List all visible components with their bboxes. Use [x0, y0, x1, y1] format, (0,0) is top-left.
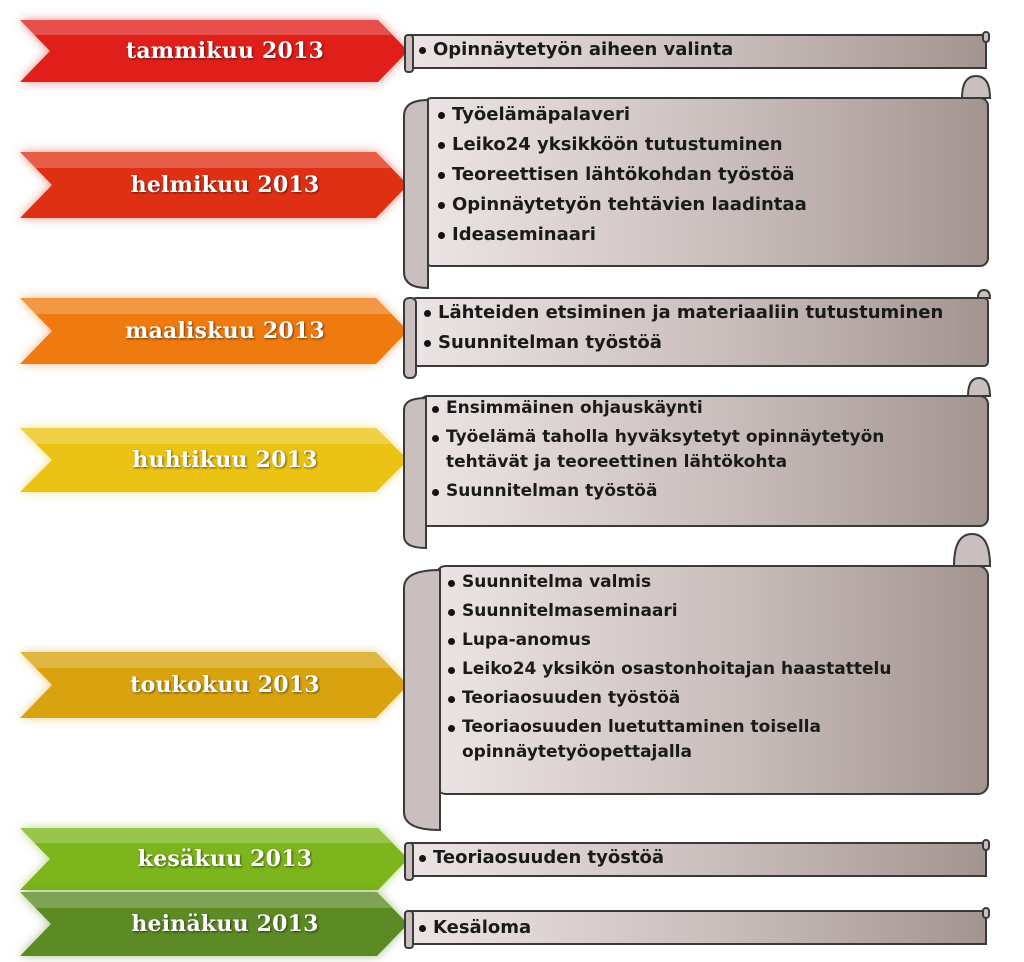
month-label: maaliskuu 2013	[125, 318, 325, 344]
task-item: Lupa-anomus	[446, 628, 952, 653]
task-list	[422, 300, 982, 356]
task-scroll-toukokuu	[402, 530, 992, 832]
month-arrow-maaliskuu	[20, 298, 408, 364]
task-item: Suunnitelman työstöä	[422, 330, 982, 356]
month-label: helmikuu 2013	[130, 172, 320, 198]
task-item: Opinnäytetyön tehtävien laadintaa	[436, 192, 972, 218]
task-scroll-helmikuu	[402, 72, 992, 294]
month-arrow-tammikuu	[20, 20, 408, 82]
task-list	[417, 37, 980, 63]
task-list	[430, 396, 922, 504]
task-item: Lähteiden etsiminen ja materiaaliin tutustuminen	[422, 300, 982, 326]
task-scroll-kesakuu	[405, 838, 990, 882]
task-list	[446, 570, 952, 765]
task-item: Leiko24 yksikön osastonhoitajan haastattelu	[446, 657, 952, 682]
month-arrow-heinakuu	[20, 892, 408, 956]
month-label: tammikuu 2013	[125, 38, 325, 64]
task-list	[417, 915, 980, 941]
month-arrow-huhtikuu	[20, 428, 408, 492]
task-item: Teoriaosuuden työstöä	[417, 845, 980, 871]
task-scroll-huhtikuu	[402, 376, 992, 552]
task-item: Työelämä taholla hyväksytetyt opinnäytetyön tehtävät ja teoreettinen lähtökohta	[430, 425, 922, 475]
task-item: Ideaseminaari	[436, 222, 972, 248]
task-list	[436, 102, 972, 248]
task-scroll-maaliskuu	[402, 288, 992, 380]
task-item: Kesäloma	[417, 915, 980, 941]
task-item: Opinnäytetyön aiheen valinta	[417, 37, 980, 63]
task-list	[417, 845, 980, 871]
task-item: Suunnitelma valmis	[446, 570, 952, 595]
task-scroll-tammikuu	[405, 30, 990, 74]
task-item: Teoriaosuuden luetuttaminen toisella opinnäytetyöopettajalla	[446, 715, 952, 765]
month-label: toukokuu 2013	[130, 672, 320, 698]
task-item: Työelämäpalaveri	[436, 102, 972, 128]
month-label: huhtikuu 2013	[132, 447, 318, 473]
task-item: Suunnitelman työstöä	[430, 479, 922, 504]
month-arrow-helmikuu	[20, 152, 408, 218]
month-arrow-toukokuu	[20, 652, 408, 718]
task-item: Teoreettisen lähtökohdan työstöä	[436, 162, 972, 188]
task-item: Teoriaosuuden työstöä	[446, 686, 952, 711]
task-item: Ensimmäinen ohjauskäynti	[430, 396, 922, 421]
task-scroll-heinakuu	[405, 906, 990, 950]
month-label: kesäkuu 2013	[137, 846, 313, 872]
task-item: Leiko24 yksikköön tutustuminen	[436, 132, 972, 158]
task-item: Suunnitelmaseminaari	[446, 599, 952, 624]
month-arrow-kesakuu	[20, 828, 408, 890]
month-label: heinäkuu 2013	[131, 911, 319, 937]
